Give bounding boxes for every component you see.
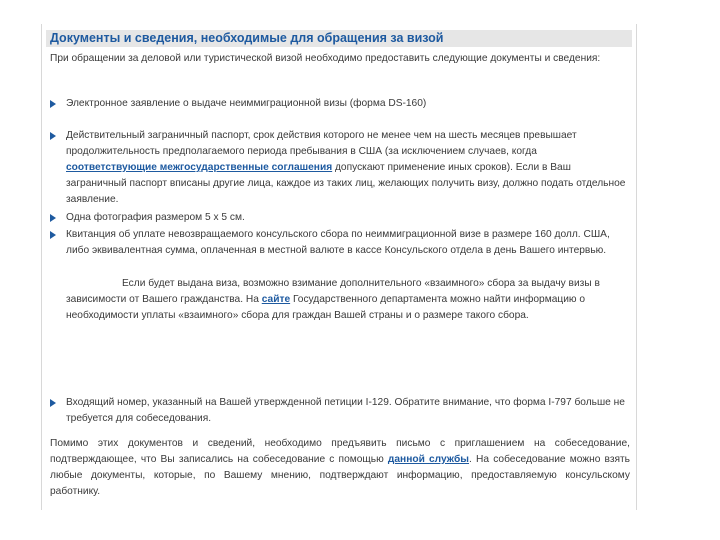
list-item-photo <box>50 210 630 226</box>
bullet-arrow-icon <box>50 100 56 108</box>
page-title: Документы и сведения, необходимые для обращения за визой <box>46 30 632 47</box>
list-item-passport <box>50 128 630 208</box>
list-item-text: Одна фотография размером 5 х 5 см. <box>66 212 245 223</box>
passport-text-end: допускают применение иных сроков). Если в Ваш заграничный паспорт вписаны другие лица, каждое из таких лиц, желающих получить визу, должно подать отдельное заявление. <box>66 162 626 205</box>
list-item-text: Электронное заявление о выдаче неиммиграционной визы (форма DS-160) <box>66 98 427 109</box>
outro-paragraph <box>50 436 630 500</box>
service-link[interactable]: данной службы <box>387 454 470 465</box>
list-item-petition <box>50 395 630 427</box>
note-text-start: Если будет выдана виза, возможно взимание дополнительного «взаимного» сбора за выдачу визы в зависимости от Вашего гражданства. На <box>66 278 600 305</box>
intro-paragraph: При обращении за деловой или туристической визой необходимо предоставить следующие документы и сведения: <box>50 53 601 64</box>
list-item-ds160 <box>50 96 630 112</box>
list-item-text: Входящий номер, указанный на Вашей утвержденной петиции I-129. Обратите внимание, что форма I-797 больше не требуется для собеседования. <box>66 397 625 424</box>
list-item-fee-receipt <box>50 227 630 259</box>
note-text-end: Государственного департамента можно найти информацию о необходимости уплаты «взаимного» сбора для граждан Вашей страны и о размере такого сбора. <box>66 294 586 321</box>
bullet-arrow-icon <box>50 214 56 222</box>
right-border <box>636 24 637 510</box>
bullet-arrow-icon <box>50 132 56 140</box>
outro-text-end: . На собеседование можно взять любые документы, которые, по Вашему мнению, подтверждают информацию, предоставляемую консульскому работнику. <box>50 454 630 497</box>
list-item-text: Квитанция об уплате невозвращаемого консульского сбора по неиммиграционной визе в размере 160 долл. США, либо эквивалентная сумма, оплаченная в местной валюте в кассе Консульского отдела в день Вашего интервью. <box>66 229 610 256</box>
state-department-link[interactable]: сайте <box>261 294 291 305</box>
bullet-arrow-icon <box>50 231 56 239</box>
left-border <box>41 24 42 510</box>
agreements-link[interactable]: соответствующие межгосударственные соглашения <box>66 162 333 173</box>
passport-text-start: Действительный заграничный паспорт, срок действия которого не менее чем на шесть месяцев превышает продолжительность предполагаемого периода пребывания в США (за исключением случаев, когда <box>66 130 577 157</box>
reciprocity-note <box>66 276 630 324</box>
outro-text-start: Помимо этих документов и сведений, необходимо предъявить письмо с приглашением на собеседование, подтверждающее, что Вы записались на собеседование с помощью <box>50 438 630 465</box>
bullet-arrow-icon <box>50 399 56 407</box>
list-item-text <box>66 128 630 208</box>
